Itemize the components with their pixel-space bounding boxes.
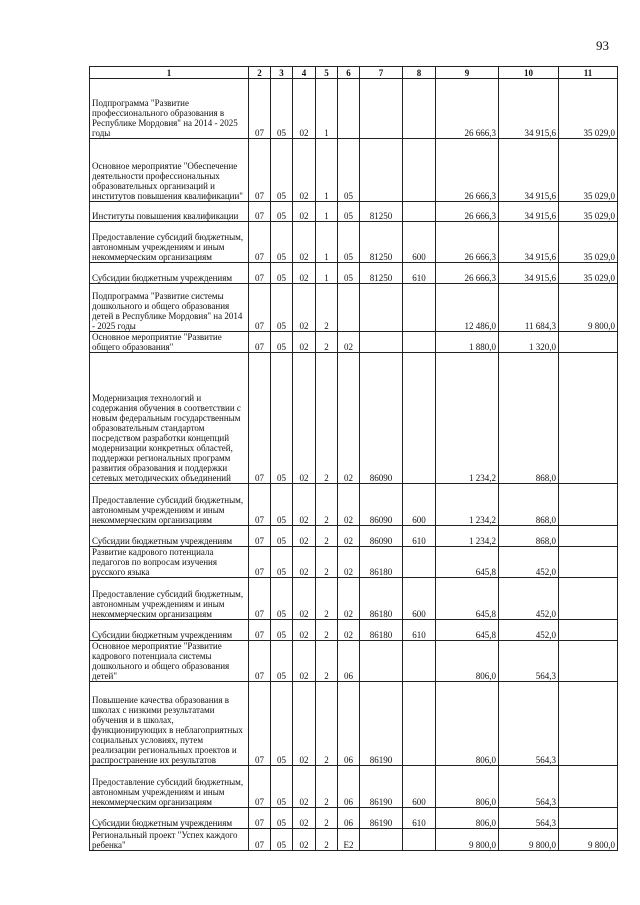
column-header: 7: [360, 67, 403, 79]
code-pr-cell: 02: [293, 79, 316, 139]
code-program-cell: 2: [316, 284, 338, 332]
code-gl-cell: 07: [249, 526, 271, 547]
code-pr-cell: 02: [293, 284, 316, 332]
code-pr-cell: 02: [293, 808, 316, 829]
amount-2021-cell: [559, 353, 618, 484]
row-name-cell: Подпрограмма "Развитие профессионального образования в Республике Мордовия" на 2014 - 2025 годы: [90, 79, 249, 139]
column-header: 6: [338, 67, 360, 79]
code-pr-cell: 02: [293, 829, 316, 851]
amount-2019-cell: 12 486,0: [436, 284, 499, 332]
amount-2020-cell: 452,0: [499, 578, 559, 620]
code-pr-cell: 02: [293, 526, 316, 547]
code-program-cell: 1: [316, 139, 338, 202]
code-program-cell: 1: [316, 202, 338, 222]
row-name-cell: Предоставление субсидий бюджетным, автономным учреждениям и иным некоммерческим организациям: [90, 766, 249, 808]
code-gl-cell: 07: [249, 766, 271, 808]
code-event-cell: 02: [338, 578, 360, 620]
amount-2019-cell: 26 666,3: [436, 263, 499, 284]
table-row: [90, 332, 618, 353]
code-rz-cell: 05: [271, 284, 293, 332]
column-header: 2: [249, 67, 271, 79]
row-name-cell: Субсидии бюджетным учреждениям: [90, 263, 249, 284]
code-event-cell: 05: [338, 263, 360, 284]
code-direction-cell: [360, 641, 403, 682]
code-pr-cell: 02: [293, 547, 316, 578]
amount-2020-cell: 868,0: [499, 484, 559, 526]
code-rz-cell: 05: [271, 547, 293, 578]
code-pr-cell: 02: [293, 682, 316, 766]
code-program-cell: 2: [316, 620, 338, 641]
column-header: 3: [271, 67, 293, 79]
code-event-cell: [338, 79, 360, 139]
code-gl-cell: 07: [249, 484, 271, 526]
code-gl-cell: 07: [249, 284, 271, 332]
table-row: [90, 526, 618, 547]
amount-2020-cell: 452,0: [499, 547, 559, 578]
row-name-cell: Предоставление субсидий бюджетным, автономным учреждениям и иным некоммерческим организациям: [90, 484, 249, 526]
code-vr-cell: 600: [403, 578, 436, 620]
amount-2020-cell: 564,3: [499, 641, 559, 682]
code-vr-cell: 600: [403, 484, 436, 526]
code-direction-cell: [360, 284, 403, 332]
row-name-cell: Субсидии бюджетным учреждениям: [90, 808, 249, 829]
code-program-cell: 2: [316, 547, 338, 578]
code-direction-cell: 81250: [360, 263, 403, 284]
amount-2020-cell: 564,3: [499, 766, 559, 808]
code-rz-cell: 05: [271, 578, 293, 620]
code-vr-cell: 600: [403, 766, 436, 808]
code-rz-cell: 05: [271, 682, 293, 766]
amount-2019-cell: 806,0: [436, 808, 499, 829]
code-program-cell: 2: [316, 353, 338, 484]
amount-2021-cell: [559, 620, 618, 641]
amount-2020-cell: 564,3: [499, 682, 559, 766]
code-gl-cell: 07: [249, 353, 271, 484]
amount-2021-cell: [559, 808, 618, 829]
table-row: [90, 620, 618, 641]
code-gl-cell: 07: [249, 829, 271, 851]
code-pr-cell: 02: [293, 484, 316, 526]
amount-2021-cell: [559, 332, 618, 353]
amount-2019-cell: 645,8: [436, 547, 499, 578]
code-program-cell: 2: [316, 829, 338, 851]
code-event-cell: 02: [338, 526, 360, 547]
amount-2021-cell: 9 800,0: [559, 829, 618, 851]
row-name-cell: Основное мероприятие "Развитие общего образования": [90, 332, 249, 353]
code-gl-cell: 07: [249, 682, 271, 766]
code-gl-cell: 07: [249, 547, 271, 578]
code-direction-cell: 86090: [360, 484, 403, 526]
code-event-cell: 05: [338, 222, 360, 263]
code-vr-cell: [403, 202, 436, 222]
amount-2021-cell: [559, 766, 618, 808]
amount-2021-cell: 35 029,0: [559, 79, 618, 139]
amount-2019-cell: 26 666,3: [436, 79, 499, 139]
code-program-cell: 1: [316, 222, 338, 263]
row-name-cell: Предоставление субсидий бюджетным, автономным учреждениям и иным некоммерческим организациям: [90, 578, 249, 620]
code-direction-cell: [360, 332, 403, 353]
amount-2019-cell: 9 800,0: [436, 829, 499, 851]
code-vr-cell: [403, 353, 436, 484]
amount-2020-cell: 452,0: [499, 620, 559, 641]
amount-2021-cell: [559, 484, 618, 526]
code-rz-cell: 05: [271, 353, 293, 484]
code-direction-cell: 86180: [360, 620, 403, 641]
code-vr-cell: [403, 547, 436, 578]
amount-2020-cell: 868,0: [499, 526, 559, 547]
code-event-cell: 05: [338, 139, 360, 202]
table-row: [90, 578, 618, 620]
row-name-cell: Предоставление субсидий бюджетным, автономным учреждениям и иным некоммерческим организациям: [90, 222, 249, 263]
code-rz-cell: 05: [271, 808, 293, 829]
code-pr-cell: 02: [293, 620, 316, 641]
table-row: [90, 484, 618, 526]
amount-2021-cell: [559, 682, 618, 766]
code-pr-cell: 02: [293, 578, 316, 620]
code-rz-cell: 05: [271, 766, 293, 808]
code-event-cell: 02: [338, 620, 360, 641]
amount-2019-cell: 1 234,2: [436, 484, 499, 526]
code-vr-cell: [403, 641, 436, 682]
row-name-cell: Субсидии бюджетным учреждениям: [90, 620, 249, 641]
amount-2020-cell: 868,0: [499, 353, 559, 484]
amount-2020-cell: 34 915,6: [499, 139, 559, 202]
row-name-cell: Институты повышения квалификации: [90, 202, 249, 222]
column-header: 4: [293, 67, 316, 79]
amount-2021-cell: 35 029,0: [559, 222, 618, 263]
code-pr-cell: 02: [293, 353, 316, 484]
amount-2019-cell: 1 880,0: [436, 332, 499, 353]
code-vr-cell: 610: [403, 263, 436, 284]
code-direction-cell: [360, 829, 403, 851]
amount-2021-cell: [559, 578, 618, 620]
code-pr-cell: 02: [293, 202, 316, 222]
column-header: 8: [403, 67, 436, 79]
code-rz-cell: 05: [271, 222, 293, 263]
column-header: 11: [559, 67, 618, 79]
code-gl-cell: 07: [249, 808, 271, 829]
table-row: [90, 808, 618, 829]
amount-2019-cell: 26 666,3: [436, 202, 499, 222]
code-vr-cell: [403, 284, 436, 332]
table-row: [90, 829, 618, 851]
code-gl-cell: 07: [249, 332, 271, 353]
table-row: [90, 79, 618, 139]
table-row: [90, 766, 618, 808]
code-vr-cell: [403, 139, 436, 202]
row-name-cell: Подпрограмма "Развитие системы дошкольного и общего образования детей в Республике Мордовия" на 2014 - 2025 годы: [90, 284, 249, 332]
code-vr-cell: [403, 79, 436, 139]
code-rz-cell: 05: [271, 79, 293, 139]
page-number: 93: [596, 38, 609, 53]
code-program-cell: 2: [316, 484, 338, 526]
budget-table: [89, 66, 618, 851]
code-event-cell: 06: [338, 808, 360, 829]
code-event-cell: 02: [338, 484, 360, 526]
code-event-cell: 02: [338, 547, 360, 578]
code-rz-cell: 05: [271, 332, 293, 353]
table-row: [90, 547, 618, 578]
amount-2021-cell: 9 800,0: [559, 284, 618, 332]
column-header: 1: [90, 67, 249, 79]
row-name-cell: Основное мероприятие "Обеспечение деятельности профессиональных образовательных организаций и институтов повышения квалификации": [90, 139, 249, 202]
code-direction-cell: 86180: [360, 578, 403, 620]
amount-2020-cell: 564,3: [499, 808, 559, 829]
code-event-cell: [338, 284, 360, 332]
amount-2020-cell: 34 915,6: [499, 263, 559, 284]
amount-2019-cell: 1 234,2: [436, 353, 499, 484]
code-pr-cell: 02: [293, 222, 316, 263]
code-program-cell: 2: [316, 682, 338, 766]
code-gl-cell: 07: [249, 79, 271, 139]
table-row: [90, 641, 618, 682]
code-vr-cell: 610: [403, 808, 436, 829]
code-rz-cell: 05: [271, 484, 293, 526]
code-vr-cell: 610: [403, 526, 436, 547]
code-direction-cell: 86190: [360, 682, 403, 766]
amount-2021-cell: 35 029,0: [559, 263, 618, 284]
code-direction-cell: 86180: [360, 547, 403, 578]
amount-2021-cell: [559, 641, 618, 682]
code-vr-cell: [403, 829, 436, 851]
amount-2021-cell: [559, 547, 618, 578]
amount-2019-cell: 806,0: [436, 641, 499, 682]
code-rz-cell: 05: [271, 202, 293, 222]
code-direction-cell: [360, 139, 403, 202]
code-event-cell: 06: [338, 766, 360, 808]
code-direction-cell: 86090: [360, 526, 403, 547]
code-program-cell: 2: [316, 808, 338, 829]
code-program-cell: 2: [316, 641, 338, 682]
row-name-cell: Модернизация технологий и содержания обучения в соответствии с новым федеральным государственным образовательным стандартом посредством разработки концепций модернизации конкретных областей, поддержки региональных программ развития образования и поддержки сетевых методических объединений: [90, 353, 249, 484]
amount-2020-cell: 34 915,6: [499, 202, 559, 222]
code-direction-cell: [360, 79, 403, 139]
code-gl-cell: 07: [249, 263, 271, 284]
code-event-cell: 02: [338, 353, 360, 484]
code-program-cell: 2: [316, 766, 338, 808]
amount-2020-cell: 34 915,6: [499, 222, 559, 263]
code-rz-cell: 05: [271, 526, 293, 547]
table-row: [90, 284, 618, 332]
amount-2021-cell: [559, 526, 618, 547]
amount-2019-cell: 645,8: [436, 620, 499, 641]
code-rz-cell: 05: [271, 829, 293, 851]
code-rz-cell: 05: [271, 139, 293, 202]
amount-2019-cell: 26 666,3: [436, 222, 499, 263]
table-row: [90, 682, 618, 766]
table-header-row: [90, 67, 618, 79]
amount-2019-cell: 645,8: [436, 578, 499, 620]
code-program-cell: 1: [316, 263, 338, 284]
table-row: [90, 222, 618, 263]
code-gl-cell: 07: [249, 139, 271, 202]
code-event-cell: 02: [338, 332, 360, 353]
code-direction-cell: 86190: [360, 808, 403, 829]
code-event-cell: E2: [338, 829, 360, 851]
row-name-cell: Субсидии бюджетным учреждениям: [90, 526, 249, 547]
table-row: [90, 139, 618, 202]
code-vr-cell: 600: [403, 222, 436, 263]
row-name-cell: Развитие кадрового потенциала педагогов по вопросам изучения русского языка: [90, 547, 249, 578]
code-pr-cell: 02: [293, 263, 316, 284]
amount-2020-cell: 34 915,6: [499, 79, 559, 139]
code-pr-cell: 02: [293, 766, 316, 808]
code-rz-cell: 05: [271, 263, 293, 284]
column-header: 9: [436, 67, 499, 79]
code-program-cell: 2: [316, 332, 338, 353]
code-gl-cell: 07: [249, 202, 271, 222]
amount-2020-cell: 9 800,0: [499, 829, 559, 851]
row-name-cell: Основное мероприятие "Развитие кадрового потенциала системы дошкольного и общего образования детей": [90, 641, 249, 682]
column-header: 5: [316, 67, 338, 79]
code-rz-cell: 05: [271, 641, 293, 682]
amount-2019-cell: 1 234,2: [436, 526, 499, 547]
code-direction-cell: 86090: [360, 353, 403, 484]
amount-2019-cell: 806,0: [436, 682, 499, 766]
code-gl-cell: 07: [249, 641, 271, 682]
amount-2019-cell: 26 666,3: [436, 139, 499, 202]
code-program-cell: 2: [316, 578, 338, 620]
code-event-cell: 06: [338, 641, 360, 682]
amount-2019-cell: 806,0: [436, 766, 499, 808]
code-gl-cell: 07: [249, 578, 271, 620]
table-row: [90, 202, 618, 222]
code-program-cell: 1: [316, 79, 338, 139]
code-event-cell: 05: [338, 202, 360, 222]
amount-2021-cell: 35 029,0: [559, 202, 618, 222]
row-name-cell: Региональный проект "Успех каждого ребенка": [90, 829, 249, 851]
table-row: [90, 263, 618, 284]
code-vr-cell: [403, 682, 436, 766]
column-header: 10: [499, 67, 559, 79]
code-pr-cell: 02: [293, 641, 316, 682]
code-vr-cell: [403, 332, 436, 353]
code-pr-cell: 02: [293, 332, 316, 353]
code-gl-cell: 07: [249, 620, 271, 641]
code-vr-cell: 610: [403, 620, 436, 641]
code-rz-cell: 05: [271, 620, 293, 641]
amount-2020-cell: 1 320,0: [499, 332, 559, 353]
table-row: [90, 353, 618, 484]
code-direction-cell: 81250: [360, 202, 403, 222]
code-event-cell: 06: [338, 682, 360, 766]
amount-2020-cell: 11 684,3: [499, 284, 559, 332]
code-gl-cell: 07: [249, 222, 271, 263]
code-program-cell: 2: [316, 526, 338, 547]
table-body: [90, 79, 618, 851]
code-direction-cell: 86190: [360, 766, 403, 808]
code-direction-cell: 81250: [360, 222, 403, 263]
row-name-cell: Повышение качества образования в школах с низкими результатами обучения и в школах, функционирующих в неблагоприятных социальных условиях, путем реализации региональных проектов и распространение их результатов: [90, 682, 249, 766]
amount-2021-cell: 35 029,0: [559, 139, 618, 202]
code-pr-cell: 02: [293, 139, 316, 202]
